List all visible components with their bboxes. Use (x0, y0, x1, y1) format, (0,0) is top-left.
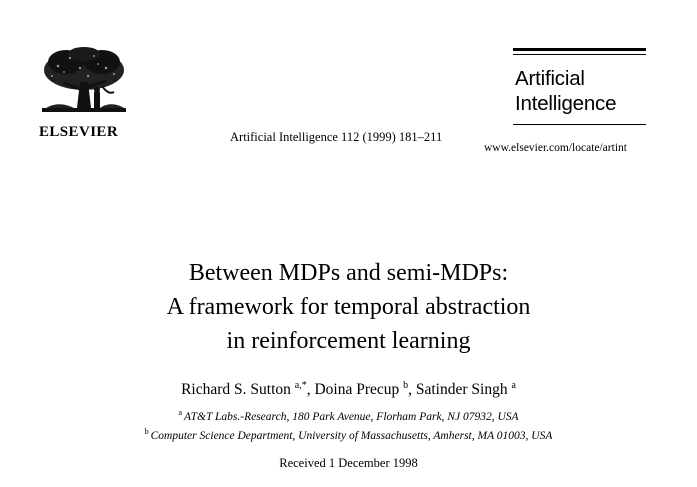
author-marks: b (403, 380, 409, 391)
author-name: Satinder Singh (415, 381, 508, 398)
journal-title-line1: Artificial (515, 67, 585, 90)
journal-title-line2: Intelligence (515, 92, 617, 115)
paper-title (0, 256, 697, 358)
affiliation-mark: a (178, 408, 182, 417)
journal-citation: Artificial Intelligence 112 (1999) 181–211 (230, 130, 443, 144)
journal-rule-thick (513, 48, 646, 51)
author-marks: a,* (294, 380, 307, 391)
author-name: Doina Precup (314, 381, 400, 398)
title-line-3: in reinforcement learning (226, 328, 471, 354)
elsevier-tree-logo (36, 46, 132, 122)
affiliation-a (0, 408, 697, 423)
title-line-2: A framework for temporal abstraction (166, 294, 531, 320)
author-marks: a (511, 380, 516, 391)
author-separator: , (306, 381, 315, 398)
title-line-1: Between MDPs and semi-MDPs: (188, 260, 509, 286)
journal-url: www.elsevier.com/locate/artint (484, 142, 627, 154)
journal-rule-bottom (513, 124, 646, 125)
author-separator: , (408, 381, 416, 398)
affiliation-text: Computer Science Department, University of Massachusetts, Amherst, MA 01003, USA (150, 430, 553, 442)
affiliation-b (0, 427, 697, 442)
journal-title (515, 66, 616, 116)
publisher-name: ELSEVIER (39, 124, 119, 140)
affiliation-text: AT&T Labs.-Research, 180 Park Avenue, Florham Park, NJ 07932, USA (184, 411, 519, 423)
journal-rule-thin (513, 54, 646, 55)
received-date: Received 1 December 1998 (279, 456, 418, 470)
author-list (0, 380, 697, 399)
affiliation-mark: b (144, 427, 149, 436)
author-name: Richard S. Sutton (181, 381, 291, 398)
